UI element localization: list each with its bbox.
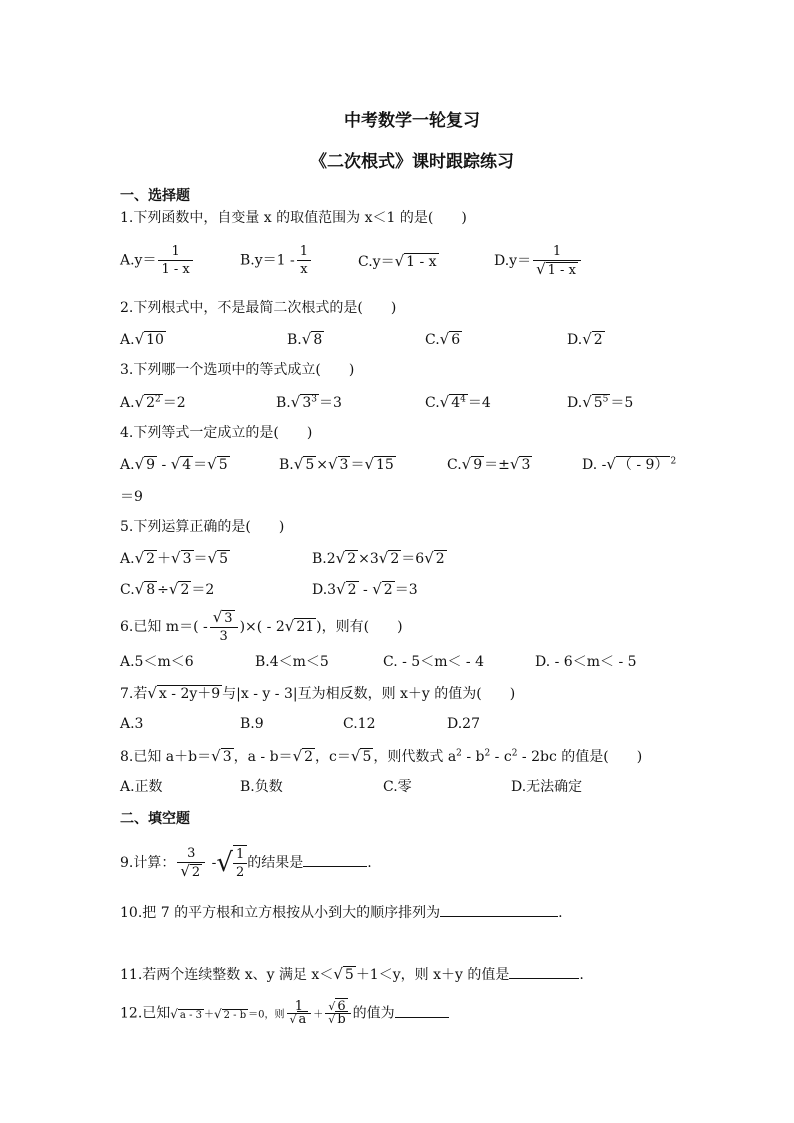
question-6-option-c: C. - 5＜m＜ - 4 <box>383 654 485 670</box>
question-4-option-b: B.√ 5 ×√ 3 ＝√ 15 <box>279 455 394 473</box>
question-2-option-d: D.√ 2 <box>567 330 603 348</box>
section-choice-heading: 一、选择题 <box>120 188 190 204</box>
radical: √ 1 - x <box>394 252 437 270</box>
question-1-option-d: D.y＝ $\frac{1}{√ 1 - x}$ <box>494 243 583 279</box>
question-4-option-d-cont: ＝9 <box>120 489 143 505</box>
question-6-option-d: D. - 6＜m＜ - 5 <box>535 654 637 670</box>
question-7-option-d: D.27 <box>447 716 480 732</box>
page-subtitle: 《二次根式》课时跟踪练习 <box>310 152 514 172</box>
answer-blank[interactable] <box>440 902 558 917</box>
fraction: $\frac{1}{√ 1 - x}$ <box>533 243 581 279</box>
question-6-stem: 6.已知 m＝( - $\frac{√ 3}{3}$ )×( - 2√ 21 )，则有( ) <box>120 608 403 644</box>
fraction: $\frac{1}{1 - x}$ <box>158 243 192 278</box>
question-5-stem: 5.下列运算正确的是( ) <box>120 519 285 535</box>
question-3-option-b: B.√ $3^3 =3$ <box>276 393 342 411</box>
question-8-option-a: A.正数 <box>120 779 163 795</box>
fraction: $\frac{1}{x}$ <box>297 243 311 278</box>
question-9: 9.计算： $\frac{3}{√ 2}$ -√ $\frac{1}{2}$ 的结果是 . <box>120 846 372 880</box>
page-title: 中考数学一轮复习 <box>344 111 480 131</box>
question-7-stem: 7.若√ x - 2y＋9 与|x - y - 3|互为相反数，则 x＋y 的值为( ) <box>120 684 516 702</box>
answer-blank[interactable] <box>395 1003 449 1018</box>
question-11: 11.若两个连续整数 x、y 满足 x＜√ 5 ＋1＜y，则 x＋y 的值是 . <box>120 965 584 983</box>
question-4-option-c: C.√ 9 ＝±√ 3 <box>447 455 531 473</box>
question-8-stem: 8.已知 a＋b＝√ 3 ，a - b＝√ 2 ，c＝√ 5 ，则代数式 $a^2 - b^2 - c^2 - 2bc$ 的值是( ) <box>120 747 643 765</box>
question-12: 12.已知√ a - 3 ＋√ 2 - b ＝0，则 $\frac{1}{√ a}$ ＋ $\frac{√ 6}{√ b}$ 的值为 <box>120 1001 449 1026</box>
question-4-option-d: D. -√ （ - 9） $^2$ <box>582 455 677 473</box>
answer-blank[interactable] <box>303 852 367 867</box>
question-2-stem: 2.下列根式中，不是最简二次根式的是( ) <box>120 300 397 316</box>
question-3-stem: 3.下列哪一个选项中的等式成立( ) <box>120 362 355 378</box>
question-8-option-b: B.负数 <box>240 779 283 795</box>
question-1-option-b: B.y＝1 - $\frac{1}{x}$ <box>240 243 313 278</box>
question-7-option-b: B.9 <box>240 716 264 732</box>
question-7-option-c: C.12 <box>343 716 376 732</box>
question-5-option-d: D.3√ 2 - √ 2 ＝3 <box>312 580 418 598</box>
question-3-option-a: A.√ $2^2 =2$ <box>120 393 186 411</box>
question-10: 10.把 7 的平方根和立方根按从小到大的顺序排列为 . <box>120 902 563 923</box>
question-3-option-c: C.√ $4^4 =4$ <box>425 393 491 411</box>
question-1-option-c: C.y＝√ 1 - x <box>358 252 437 270</box>
question-2-option-c: C.√ 6 <box>425 330 461 348</box>
fraction: $\frac{1}{√ a}$ <box>287 1001 312 1026</box>
question-7-option-a: A.3 <box>120 716 144 732</box>
question-8-option-d: D.无法确定 <box>511 779 583 795</box>
section-fill-heading: 二、填空题 <box>120 811 190 827</box>
question-6-option-a: A.5＜m＜6 <box>120 654 194 670</box>
answer-blank[interactable] <box>509 964 579 979</box>
question-4-stem: 4.下列等式一定成立的是( ) <box>120 425 313 441</box>
fraction: $\frac{3}{√ 2}$ <box>177 845 205 881</box>
question-2-option-b: B.√ 8 <box>287 330 323 348</box>
question-8-option-c: C.零 <box>383 779 412 795</box>
fraction: $\frac{√ 3}{3}$ <box>210 609 238 645</box>
question-5-option-a: A.√ 2 ＋√ 3 ＝√ 5 <box>120 549 229 567</box>
question-4-option-a: A.√ 9 - √ 4 ＝√ 5 <box>120 455 228 473</box>
question-2-option-a: A.√ 10 <box>120 330 164 348</box>
fraction: $\frac{√ 6}{√ b}$ <box>325 1001 350 1026</box>
question-3-option-d: D.√ $5^5 =5$ <box>567 393 634 411</box>
question-6-option-b: B.4＜m＜5 <box>255 654 329 670</box>
question-1-option-a: A.y＝ $\frac{1}{1 - x}$ <box>120 243 195 278</box>
question-5-option-c: C.√ 8 ÷√ 2 ＝2 <box>120 580 215 598</box>
question-5-option-b: B.2√ 2 ×3√ 2 ＝6√ 2 <box>312 549 445 567</box>
question-1-stem: 1.下列函数中，自变量 x 的取值范围为 x＜1 的是( ) <box>120 210 467 226</box>
